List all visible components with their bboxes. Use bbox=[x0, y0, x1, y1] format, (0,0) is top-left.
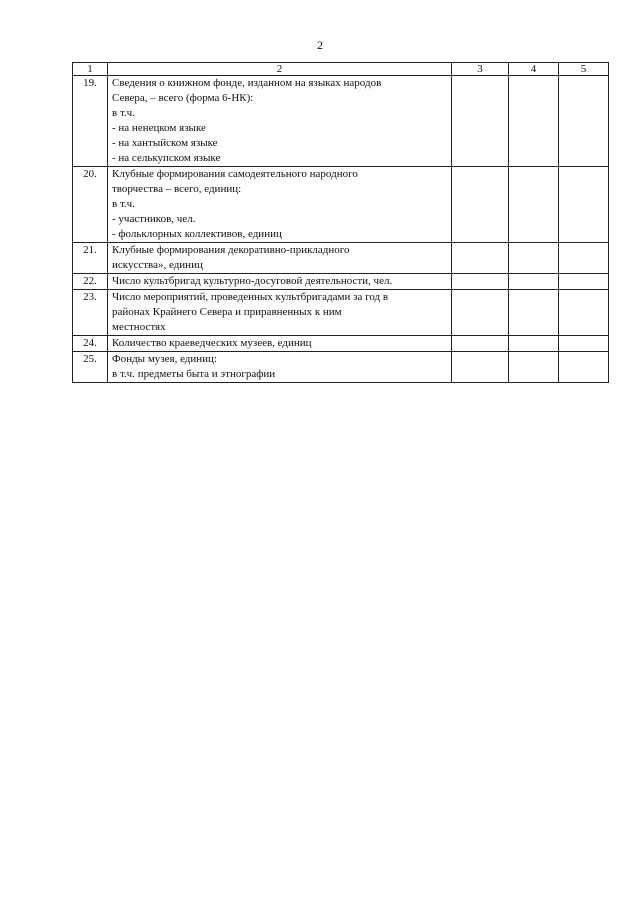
table-row bbox=[73, 290, 609, 336]
value-cell-4 bbox=[509, 274, 559, 290]
report-table bbox=[72, 62, 609, 383]
value-cell-4 bbox=[509, 243, 559, 274]
value-cell-4 bbox=[509, 167, 559, 243]
row-number: 20. bbox=[73, 167, 108, 243]
row-description bbox=[108, 167, 452, 243]
description-line: Клубные формирования самодеятельного народного bbox=[112, 168, 358, 180]
value-cell-3 bbox=[452, 336, 509, 352]
column-header-1: 1 bbox=[73, 63, 108, 76]
value-cell-4 bbox=[509, 76, 559, 167]
column-header-4: 4 bbox=[509, 63, 559, 76]
value-cell-4 bbox=[509, 290, 559, 336]
description-line: Число культбригад культурно-досуговой деятельности, чел. bbox=[112, 275, 393, 287]
row-number: 19. bbox=[73, 76, 108, 167]
value-cell-3 bbox=[452, 352, 509, 383]
table-header-row bbox=[73, 63, 609, 76]
value-cell-3 bbox=[452, 243, 509, 274]
description-line: Севера, – всего (форма 6-НК): bbox=[112, 92, 254, 104]
description-line: в т.ч. предметы быта и этнографии bbox=[112, 368, 276, 380]
row-description bbox=[108, 352, 452, 383]
row-number: 21. bbox=[73, 243, 108, 274]
row-number: 22. bbox=[73, 274, 108, 290]
value-cell-5 bbox=[559, 274, 609, 290]
value-cell-5 bbox=[559, 336, 609, 352]
table-row bbox=[73, 243, 609, 274]
value-cell-3 bbox=[452, 167, 509, 243]
row-description bbox=[108, 290, 452, 336]
page-number: 2 bbox=[317, 38, 323, 52]
description-line: - участников, чел. bbox=[112, 213, 196, 225]
description-line: - на хантыйском языке bbox=[112, 137, 218, 149]
description-line: - фольклорных коллективов, единиц bbox=[112, 228, 282, 240]
table-row bbox=[73, 274, 609, 290]
table-row bbox=[73, 336, 609, 352]
description-line: творчества – всего, единиц: bbox=[112, 183, 242, 195]
description-line: Сведения о книжном фонде, изданном на языках народов bbox=[112, 77, 382, 89]
description-line: местностях bbox=[112, 321, 166, 333]
value-cell-4 bbox=[509, 352, 559, 383]
description-line: - на селькупском языке bbox=[112, 152, 221, 164]
row-description bbox=[108, 336, 452, 352]
description-line: в т.ч. bbox=[112, 107, 135, 119]
value-cell-5 bbox=[559, 76, 609, 167]
description-line: Фонды музея, единиц: bbox=[112, 353, 217, 365]
row-number: 25. bbox=[73, 352, 108, 383]
description-line: Количество краеведческих музеев, единиц bbox=[112, 337, 312, 349]
description-line: в т.ч. bbox=[112, 198, 135, 210]
table-row bbox=[73, 167, 609, 243]
value-cell-4 bbox=[509, 336, 559, 352]
description-line: районах Крайнего Севера и приравненных к ним bbox=[112, 306, 342, 318]
description-line: - на ненецком языке bbox=[112, 122, 206, 134]
table-row bbox=[73, 76, 609, 167]
column-header-2: 2 bbox=[108, 63, 452, 76]
value-cell-5 bbox=[559, 290, 609, 336]
value-cell-3 bbox=[452, 290, 509, 336]
row-description bbox=[108, 76, 452, 167]
value-cell-3 bbox=[452, 76, 509, 167]
column-header-3: 3 bbox=[452, 63, 509, 76]
description-line: искусства», единиц bbox=[112, 259, 203, 271]
value-cell-3 bbox=[452, 274, 509, 290]
column-header-5: 5 bbox=[559, 63, 609, 76]
value-cell-5 bbox=[559, 167, 609, 243]
table-row bbox=[73, 352, 609, 383]
description-line: Число мероприятий, проведенных культбригадами за год в bbox=[112, 291, 389, 303]
row-description bbox=[108, 243, 452, 274]
value-cell-5 bbox=[559, 352, 609, 383]
description-line: Клубные формирования декоративно-прикладного bbox=[112, 244, 350, 256]
value-cell-5 bbox=[559, 243, 609, 274]
row-number: 24. bbox=[73, 336, 108, 352]
row-description bbox=[108, 274, 452, 290]
row-number: 23. bbox=[73, 290, 108, 336]
